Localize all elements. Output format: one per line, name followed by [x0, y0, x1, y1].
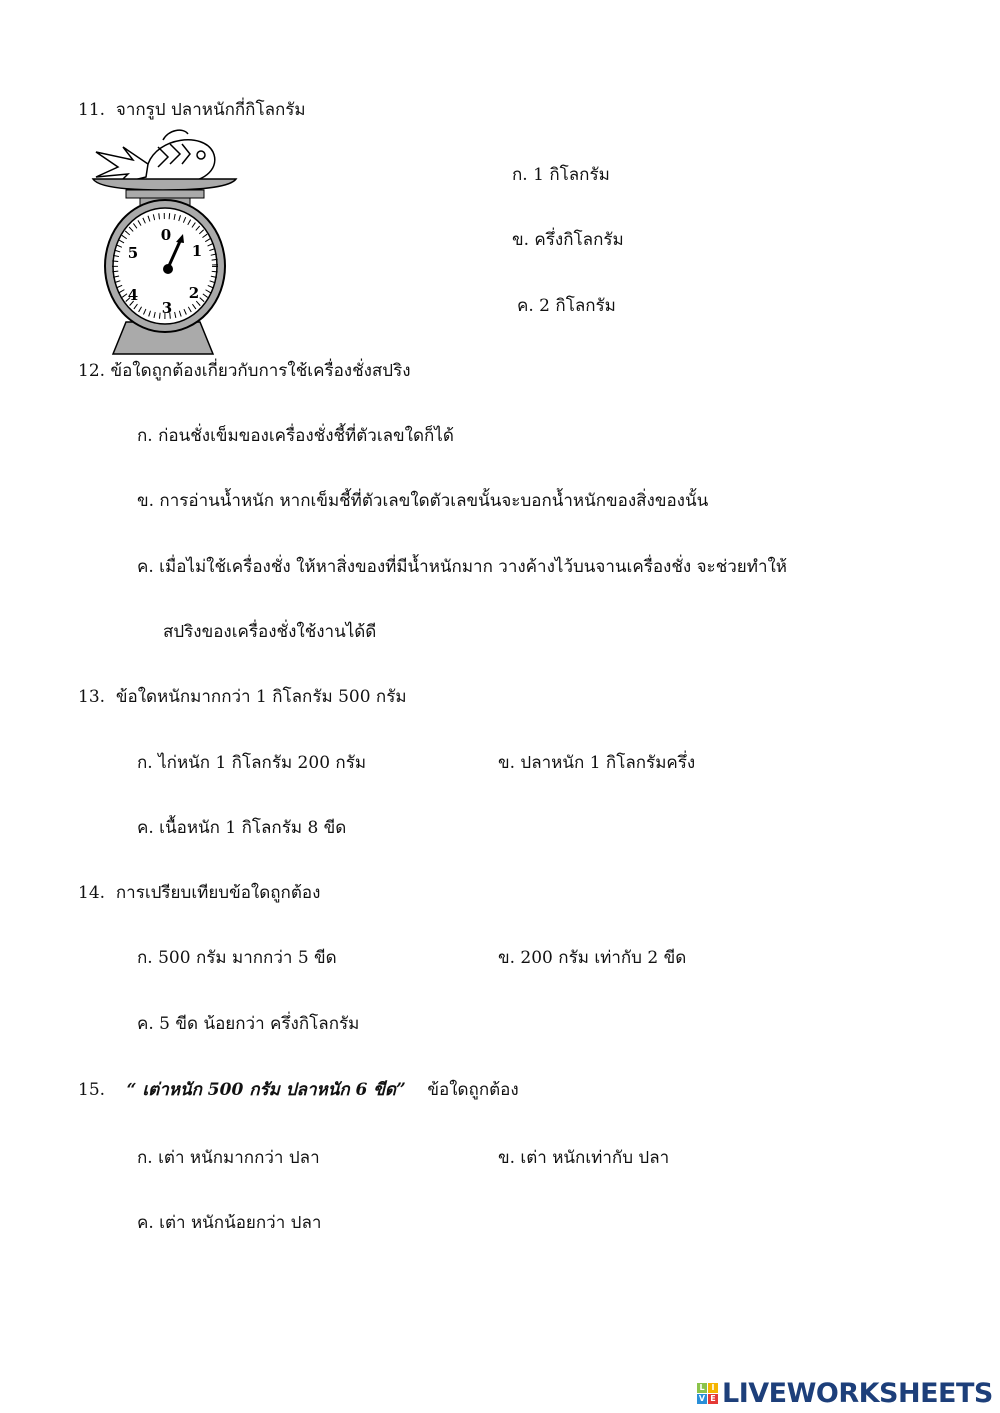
- q13-option-a[interactable]: ก. ไก่หนัก 1 กิโลกรัม 200 กรัม: [137, 753, 367, 773]
- q15-option-a[interactable]: ก. เต่า หนักมากกว่า ปลา: [137, 1148, 320, 1168]
- q12-option-c-continuation: สปริงของเครื่องชั่งใช้งานได้ดี: [163, 622, 377, 642]
- question-13: 13. ข้อใดหนักมากกว่า 1 กิโลกรัม 500 กรัม: [78, 687, 407, 707]
- q11-option-b[interactable]: ข. ครึ่งกิโลกรัม: [512, 230, 624, 250]
- question-11: 11. จากรูป ปลาหนักกี่กิโลกรัม: [78, 100, 306, 120]
- q11-option-c[interactable]: ค. 2 กิโลกรัม: [517, 296, 616, 316]
- q14-option-b[interactable]: ข. 200 กรัม เท่ากับ 2 ขีด: [498, 948, 687, 968]
- q14-option-a[interactable]: ก. 500 กรัม มากกว่า 5 ขีด: [137, 948, 337, 968]
- question-15: 15. “ เต่าหนัก 500 กรัม ปลาหนัก 6 ขีด” ข้อใดถูกต้อง: [78, 1080, 519, 1100]
- q11-option-a[interactable]: ก. 1 กิโลกรัม: [512, 165, 610, 185]
- question-15-quote: “ เต่าหนัก 500 กรัม ปลาหนัก 6 ขีด”: [126, 1080, 406, 1100]
- q12-option-a[interactable]: ก. ก่อนชั่งเข็มของเครื่องชั่งชี้ที่ตัวเลขใดก็ได้: [137, 426, 454, 446]
- question-12: 12. ข้อใดถูกต้องเกี่ยวกับการใช้เครื่องชั่งสปริง: [78, 361, 411, 381]
- fish-on-scale-illustration: [88, 122, 238, 357]
- q12-option-b[interactable]: ข. การอ่านน้ำหนัก หากเข็มชี้ที่ตัวเลขใดตัวเลขนั้นจะบอกน้ำหนักของสิ่งของนั้น: [137, 491, 709, 511]
- dial-label: 3: [161, 299, 173, 317]
- q15-option-b[interactable]: ข. เต่า หนักเท่ากับ ปลา: [498, 1148, 670, 1168]
- liveworksheets-logo: [697, 1378, 993, 1409]
- q12-option-c[interactable]: ค. เมื่อไม่ใช้เครื่องชั่ง ให้หาสิ่งของที่มีน้ำหนักมาก วางค้างไว้บนจานเครื่องชั่ง จะช่วยทำให้: [137, 557, 787, 577]
- q15-option-c[interactable]: ค. เต่า หนักน้อยกว่า ปลา: [137, 1213, 322, 1233]
- q13-option-c[interactable]: ค. เนื้อหนัก 1 กิโลกรัม 8 ขีด: [137, 818, 347, 838]
- logo-tiles-icon: L I V E: [697, 1383, 718, 1404]
- dial-label: 0: [160, 226, 172, 244]
- dial-label: 4: [127, 286, 139, 304]
- dial-label: 1: [191, 242, 203, 260]
- dial-label: 2: [188, 284, 200, 302]
- logo-text: LIVEWORKSHEETS: [722, 1378, 993, 1409]
- dial-label: 5: [127, 244, 139, 262]
- q14-option-c[interactable]: ค. 5 ขีด น้อยกว่า ครึ่งกิโลกรัม: [137, 1014, 360, 1034]
- question-14: 14. การเปรียบเทียบข้อใดถูกต้อง: [78, 883, 321, 903]
- q13-option-b[interactable]: ข. ปลาหนัก 1 กิโลกรัมครึ่ง: [498, 753, 696, 773]
